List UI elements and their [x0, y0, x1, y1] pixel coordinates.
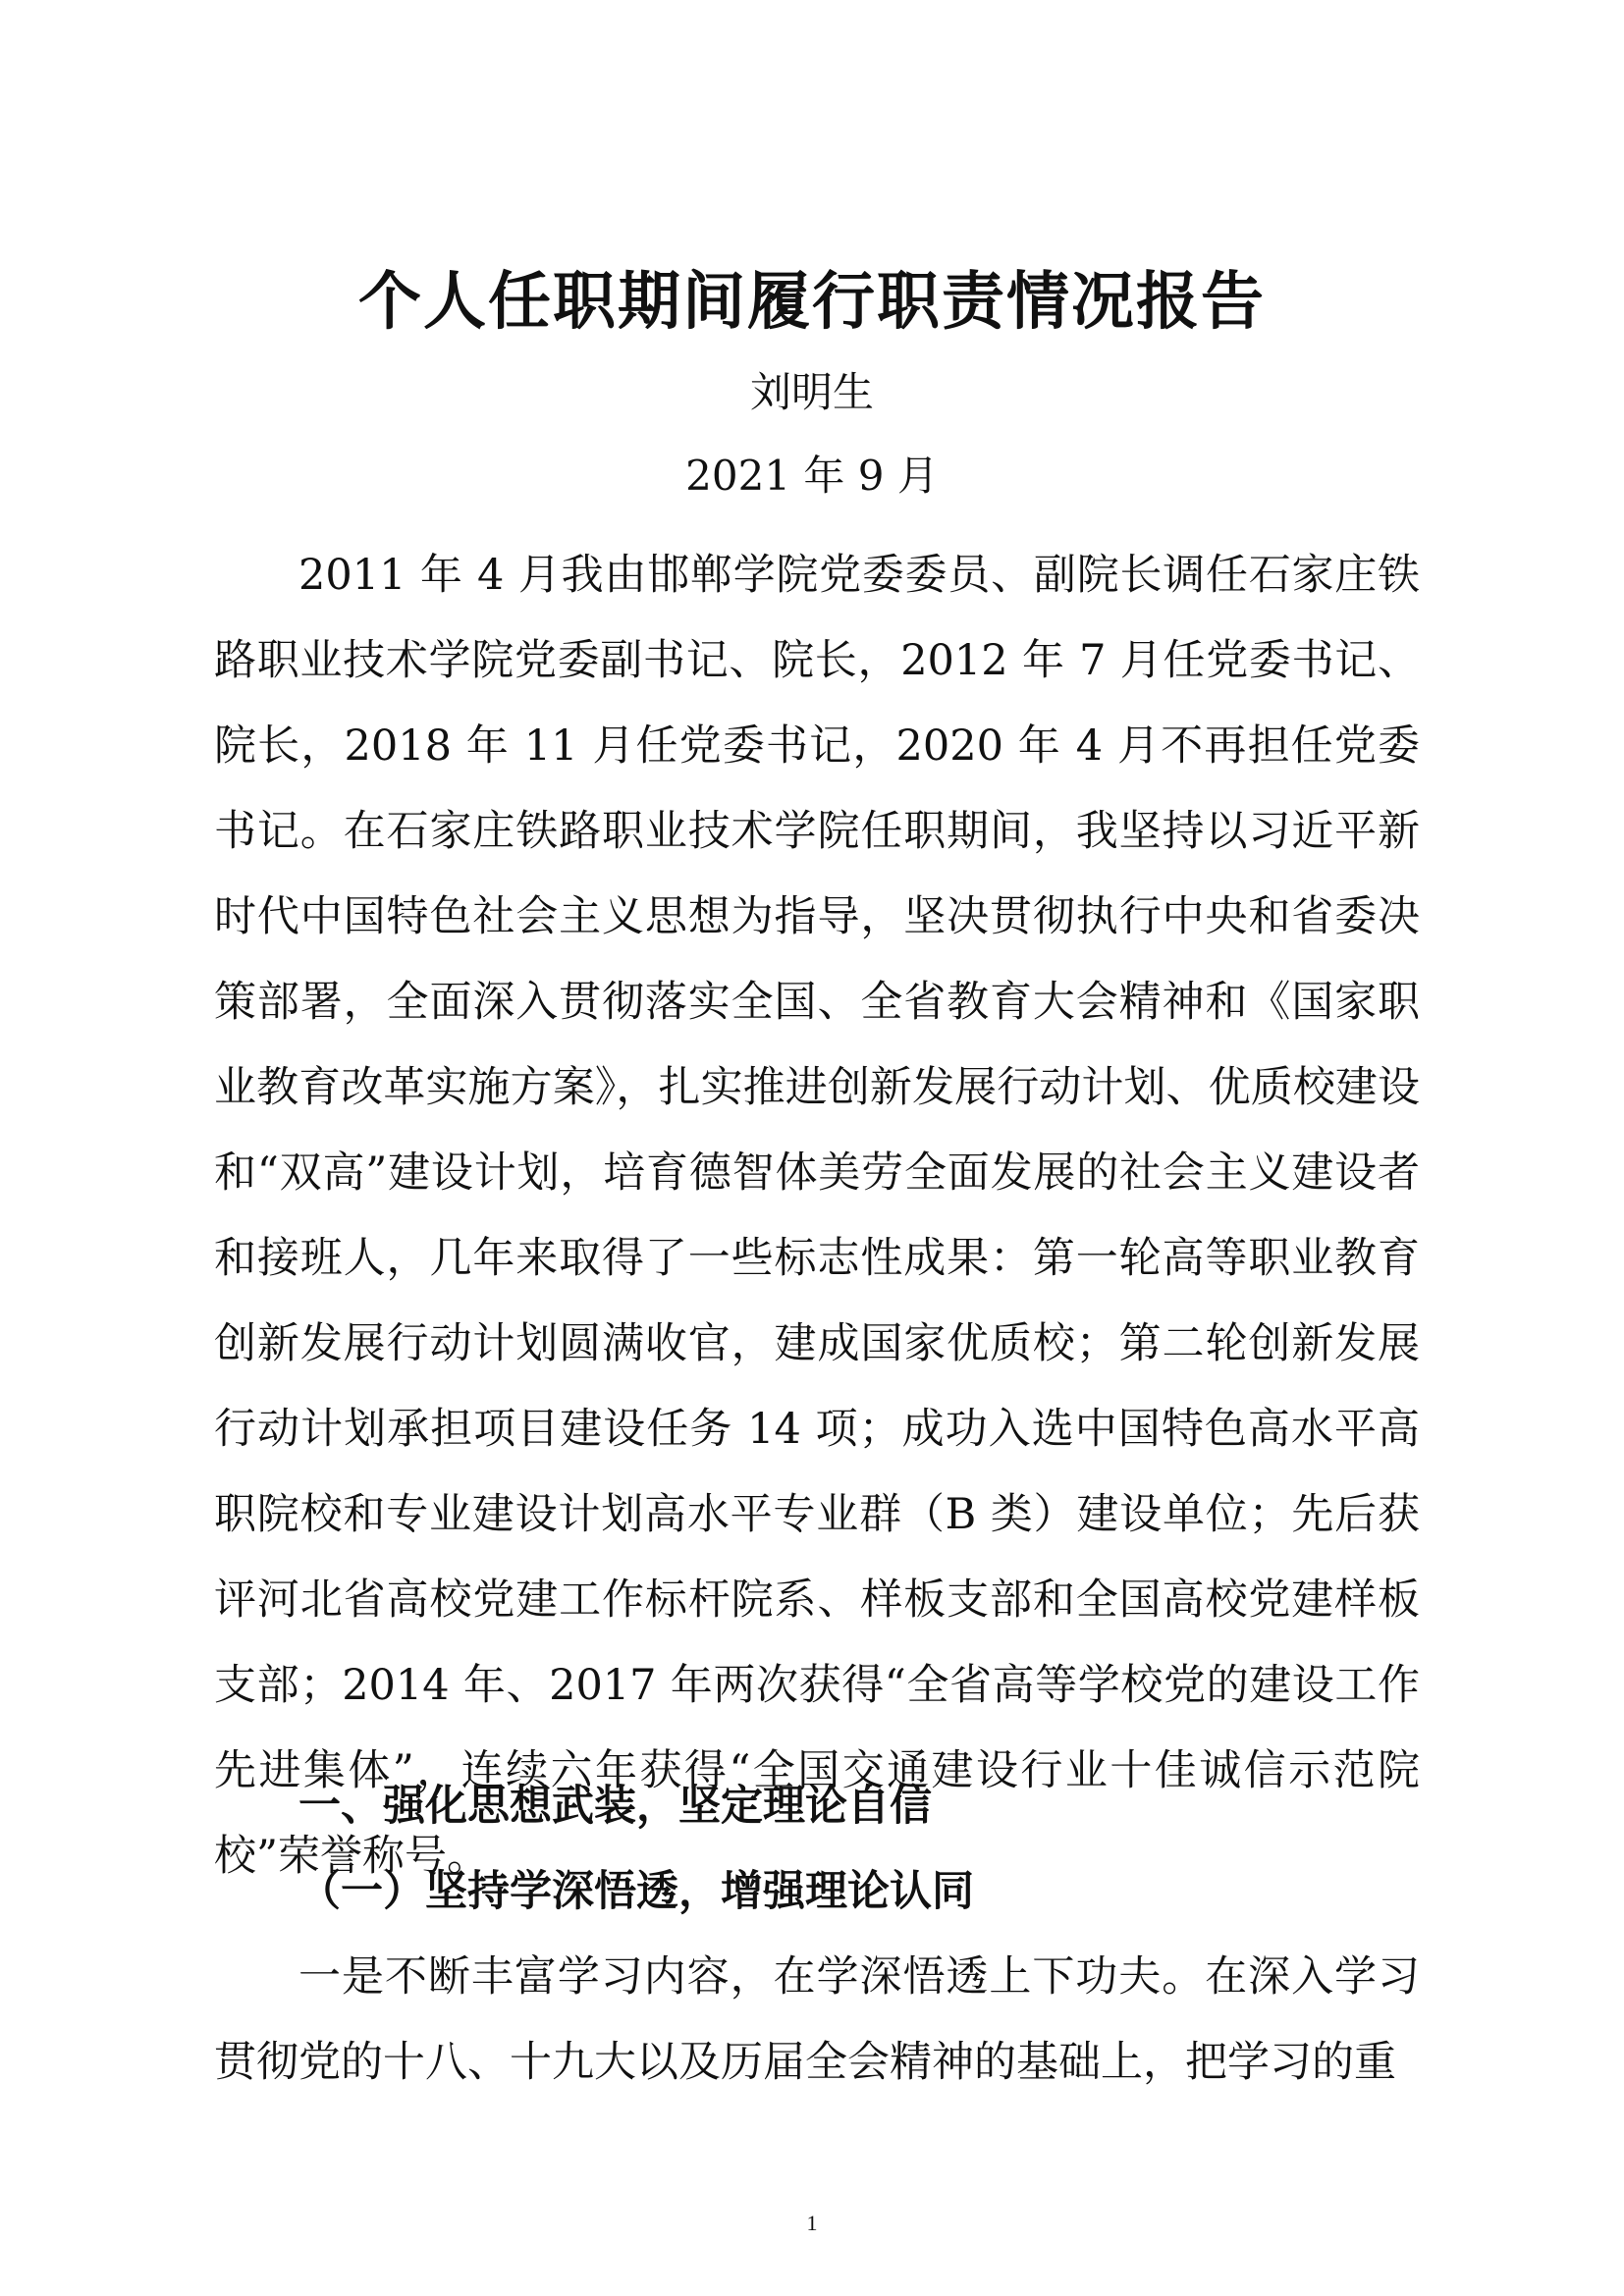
- subsection-heading: （一）坚持学深悟透，增强理论认同: [298, 1867, 974, 1916]
- page-number: 1: [806, 2211, 818, 2235]
- author-name: 刘明生: [749, 368, 874, 416]
- section-heading: 一、强化思想武装，坚定理论自信: [298, 1782, 932, 1831]
- intro-paragraph: 2011 年 4 月我由邯郸学院党委委员、副院长调任石家庄铁路职业技术学院党委副书记、院长，2012 年 7 月任党委书记、院长，2018 年 11 月任党委书记，2020 年 4 月不再担任党委书记。在石家庄铁路职业技术学院任职期间，我坚持以习近平新时代中国特色社会主义思想为指导，坚决贯彻执行中央和省委决策部署，全面深入贯彻落实全国、全省教育大会精神和《国家职业教育改革实施方案》，扎实推进创新发展行动计划、优质校建设和“双高”建设计划，培育德智体美劳全面发展的社会主义建设者和接班人，几年来取得了一些标志性成果：第一轮高等职业教育创新发展行动计划圆满收官，建成国家优质校；第二轮创新发展行动计划承担项目建设任务 14 项；成功入选中国特色高水平高职院校和专业建设计划高水平专业群（B 类）建设单位；先后获评河北省高校党建工作标杆院系、样板支部和全国高校党建样板支部；2014 年、2017 年两次获得“全省高等学校党的建设工作先进集体”，连续六年获得“全国交通建设行业十佳诚信示范院校”荣誉称号。: [214, 551, 1420, 1881]
- report-date: 2021 年 9 月: [685, 452, 939, 500]
- body-paragraph: 一是不断丰富学习内容，在学深悟透上下功夫。在深入学习贯彻党的十八、十九大以及历届全会精神的基础上，把学习的重: [214, 1952, 1420, 2087]
- report-title: 个人任职期间履行职责情况报告: [358, 266, 1266, 339]
